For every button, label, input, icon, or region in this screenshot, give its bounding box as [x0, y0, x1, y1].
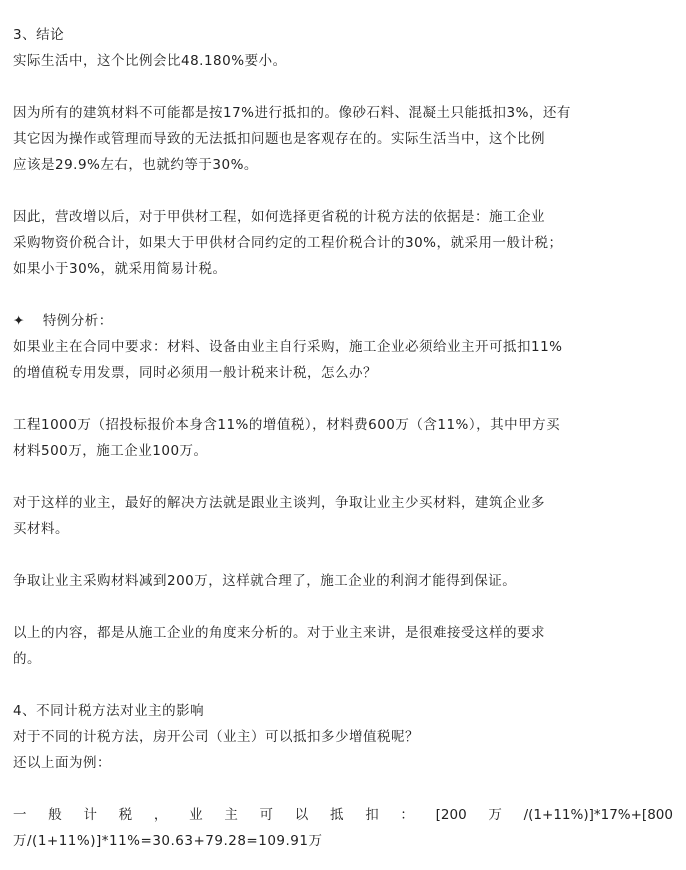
formula-token: 扣: [365, 807, 379, 823]
paragraph-line: 争取让业主采购材料减到200万，这样就合理了，施工企业的利润才能得到保证。: [13, 573, 517, 589]
formula-token: ，: [153, 807, 168, 823]
formula-token: ：: [400, 807, 414, 823]
formula-token: 税: [118, 807, 133, 823]
formula-token: 抵: [329, 807, 344, 823]
paragraph-line: 对于这样的业主，最好的解决方法就是跟业主谈判，争取让业主少买材料，建筑企业多: [13, 495, 545, 511]
formula-token: 业: [189, 807, 203, 823]
section-3-heading: 3、结论: [13, 27, 65, 43]
special-analysis-heading: [13, 312, 113, 330]
formula-token: 般: [48, 807, 62, 823]
formula-token: 万: [488, 807, 502, 823]
formula-line-2: 万/(1+11%)]*11%=30.63+79.28=109.91万: [13, 833, 323, 849]
formula-token: 一: [13, 807, 27, 823]
paragraph-line: 采购物资价税合计，如果大于甲供材合同约定的工程价税合计的30%，就采用一般计税；: [13, 235, 563, 251]
paragraph-line: 以上的内容，都是从施工企业的角度来分析的。对于业主来讲，是很难接受这样的要求: [13, 625, 545, 641]
paragraph-line: 应该是29.9%左右，也就约等于30%。: [13, 157, 258, 173]
section-4-line: 还以上面为例：: [13, 755, 111, 771]
section-4-line: 对于不同的计税方法，房开公司（业主）可以抵扣多少增值税呢？: [13, 729, 419, 745]
formula-token: /(1+11%)]*17%+[800: [523, 807, 673, 823]
paragraph-line: 因此，营改增以后，对于甲供材工程，如何选择更省税的计税方法的依据是：施工企业: [13, 209, 545, 225]
formula-token: 以: [294, 807, 309, 823]
formula-line-1: [13, 806, 673, 824]
section-3-line: 实际生活中，这个比例会比48.180%要小。: [13, 53, 287, 69]
paragraph-line: 的。: [13, 651, 41, 667]
paragraph-line: 材料500万，施工企业100万。: [13, 443, 208, 459]
formula-token: 主: [224, 807, 238, 823]
formula-token: 计: [83, 807, 97, 823]
paragraph-line: 的增值税专用发票，同时必须用一般计税来计税，怎么办？: [13, 365, 377, 381]
formula-token: [200: [435, 807, 467, 823]
paragraph-line: 如果小于30%，就采用简易计税。: [13, 261, 227, 277]
paragraph-line: 买材料。: [13, 521, 69, 537]
paragraph-line: 因为所有的建筑材料不可能都是按17%进行抵扣的。像砂石料、混凝土只能抵扣3%，还有: [13, 105, 571, 121]
paragraph-line: 如果业主在合同中要求：材料、设备由业主自行采购，施工企业必须给业主开可抵扣11%: [13, 339, 563, 355]
section-4-heading: 4、不同计税方法对业主的影响: [13, 703, 205, 719]
paragraph-line: 其它因为操作或管理而导致的无法抵扣问题也是客观存在的。实际生活当中，这个比例: [13, 131, 545, 147]
paragraph-line: 工程1000万（招投标报价本身含11%的增值税），材料费600万（含11%），其中甲方买: [13, 417, 561, 433]
star-bullet-icon: ✦: [13, 313, 25, 329]
formula-token: 可: [259, 807, 274, 823]
special-analysis-label: 特例分析：: [42, 313, 113, 329]
